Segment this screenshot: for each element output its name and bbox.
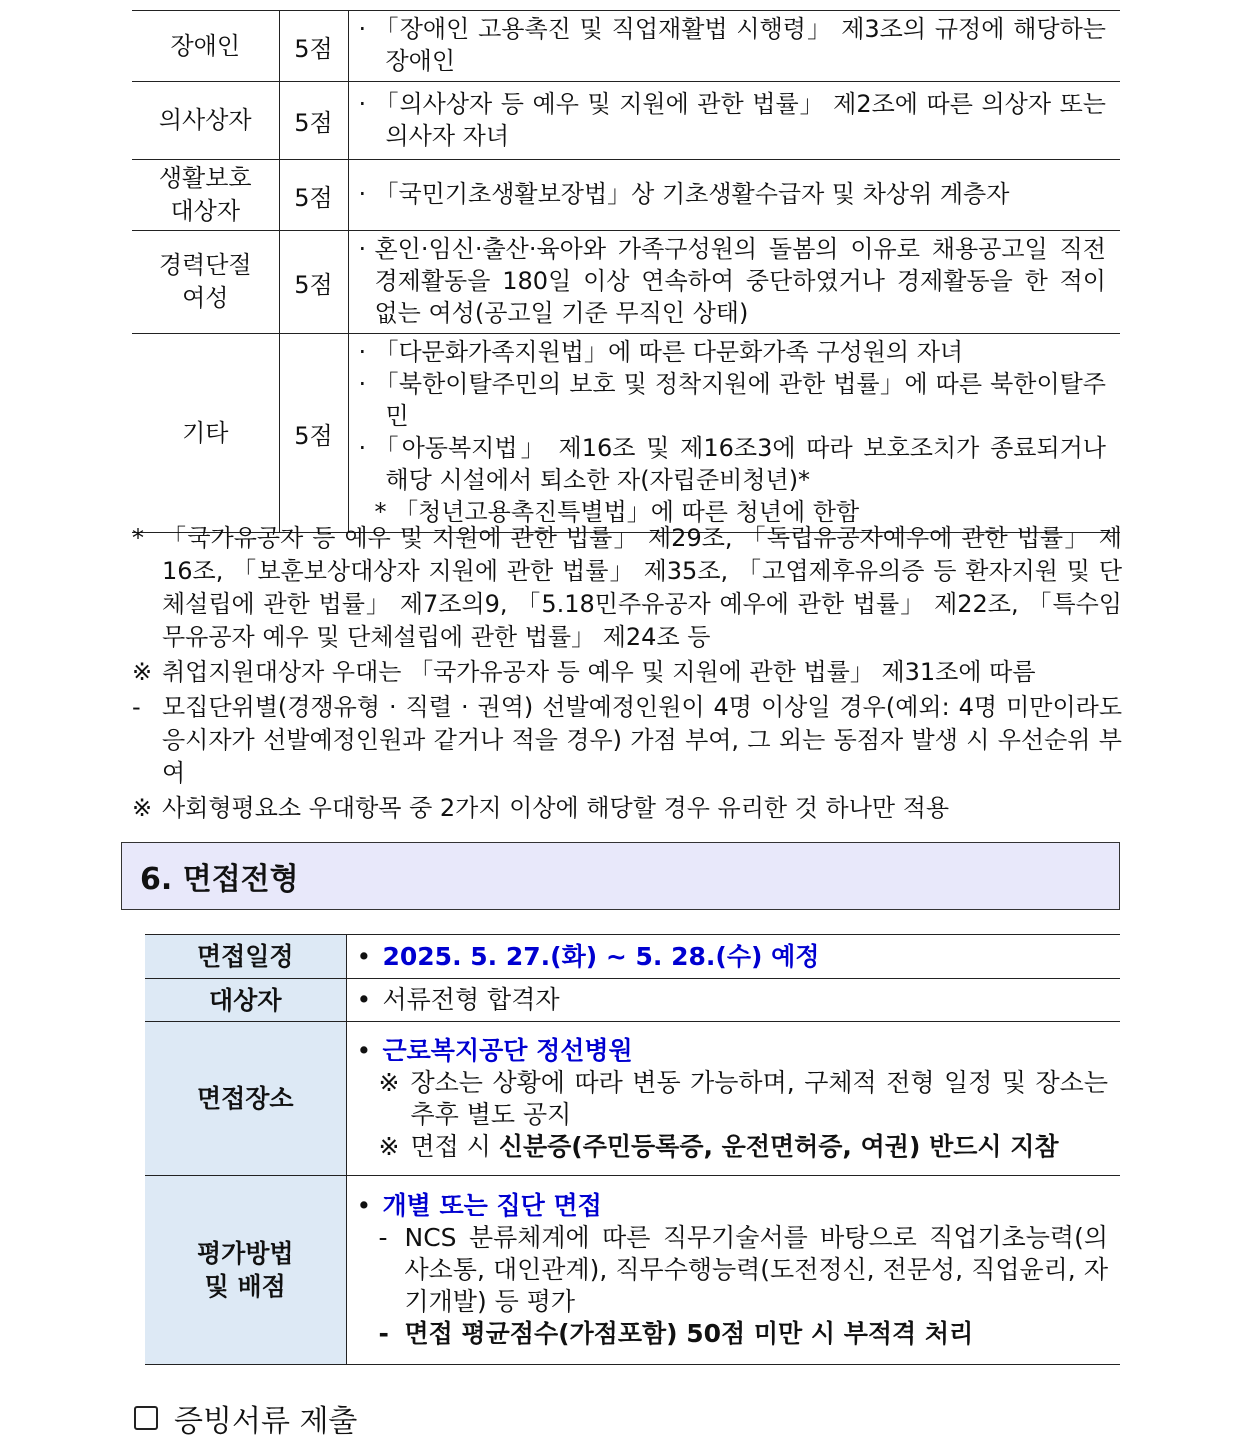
criteria-text: 「국민기초생활보장법」상 기초생활수급자 및 차상위 계층자	[374, 180, 1010, 208]
table-row	[145, 979, 1120, 1022]
location-cell	[346, 1022, 1120, 1176]
table-row	[132, 11, 1120, 82]
section-title: 6. 면접전형	[121, 842, 1120, 910]
bonus-rule-note	[132, 691, 1122, 790]
method-label-line: 평가방법	[196, 1239, 294, 1268]
notes-block	[132, 522, 1122, 825]
target-label: 대상자	[145, 979, 346, 1022]
employment-support-note	[132, 656, 1122, 689]
bullet: ·	[358, 434, 367, 462]
dash-mark: -	[378, 1223, 388, 1252]
criteria-text: 「의사상자 등 예우 및 지원에 관한 법률」 제2조에 따른 의상자 또는 의사자 자녀	[374, 89, 1106, 150]
dash-mark: -	[378, 1319, 389, 1348]
reference-mark: ※	[378, 1131, 400, 1161]
schedule-label: 면접일정	[145, 935, 346, 979]
table-row	[132, 334, 1120, 533]
interview-table	[145, 934, 1120, 1365]
table-row	[132, 82, 1120, 160]
criteria-cell	[348, 160, 1120, 231]
bullet: ·	[358, 370, 367, 398]
criteria-note: * 「청년고용촉진특별법」에 따른 청년에 한함	[374, 498, 860, 526]
method-label-line: 및 배점	[204, 1272, 286, 1301]
law-list-text: 「국가유공자 등 예우 및 지원에 관한 법률」 제29조, 「독립유공자예우에 관한 법률」 제16조, 「보훈보상대상자 지원에 관한 법률」 제35조, 「고엽제후유의증 등 환자지원 및 단체설립에 관한 법률」 제7조의9, 「5.18민주유공자 예우에 관한 법률」 제22조, 「특수임무유공자 예우 및 단체설립에 관한 법률」 제24조 등	[162, 524, 1122, 651]
bullet: ·	[358, 338, 367, 366]
asterisk-mark: *	[132, 524, 144, 552]
id-note-emphasis: 신분증(주민등록증, 운전면허증, 여권) 반드시 지참	[498, 1131, 1059, 1161]
table-row	[145, 1022, 1120, 1176]
table-row	[132, 160, 1120, 231]
criteria-text: 「다문화가족지원법」에 따른 다문화가족 구성원의 자녀	[374, 338, 964, 366]
criteria-text: 「북한이탈주민의 보호 및 정착지원에 관한 법률」에 따른 북한이탈주민	[374, 370, 1106, 430]
criteria-text: 혼인·임신·출산·육아와 가족구성원의 돌봄의 이유로 채용공고일 직전 경제활동을 180일 이상 연속하여 중단하였거나 경제활동을 한 적이 없는 여성(공고일 기준 무직인 상태)	[374, 235, 1106, 327]
reference-mark: ※	[132, 794, 153, 822]
category-cell: 기타	[132, 334, 279, 533]
next-section-title: 증빙서류 제출	[174, 1404, 358, 1439]
reference-mark: ※	[132, 658, 153, 686]
criteria-text: 「아동복지법」 제16조 및 제16조3에 따라 보호조치가 종료되거나 해당 시설에서 퇴소한 자(자립준비청년)*	[374, 434, 1106, 494]
bullet: ·	[358, 89, 367, 118]
criteria-cell	[348, 11, 1120, 82]
points-cell: 5점	[279, 334, 348, 533]
cutoff-rule: 면접 평균점수(가점포함) 50점 미만 시 부적격 처리	[404, 1319, 974, 1348]
category-cell	[132, 160, 279, 231]
points-cell: 5점	[279, 11, 348, 82]
table-row	[145, 1176, 1120, 1365]
employment-support-text: 취업지원대상자 우대는 「국가유공자 등 예우 및 지원에 관한 법률」 제31조에 따름	[162, 658, 1036, 686]
bullet: ·	[358, 15, 367, 43]
checkbox-icon	[134, 1406, 158, 1430]
category-line: 생활보호	[158, 164, 252, 192]
criteria-cell	[348, 231, 1120, 334]
bullet: ·	[358, 235, 367, 263]
category-cell: 의사상자	[132, 82, 279, 160]
table-row	[145, 935, 1120, 979]
next-section-heading	[134, 1396, 357, 1440]
points-cell: 5점	[279, 82, 348, 160]
location-value: 근로복지공단 정선병원	[382, 1035, 633, 1065]
multiple-rule-text: 사회형평요소 우대항목 중 2가지 이상에 해당할 경우 유리한 것 하나만 적용	[162, 794, 950, 822]
method-label	[145, 1176, 346, 1365]
location-label: 면접장소	[145, 1022, 346, 1176]
bonus-rule-text: 모집단위별(경쟁유형 · 직렬 · 권역) 선발예정인원이 4명 이상일 경우(예외: 4명 미만이라도 응시자가 선발예정인원과 같거나 적을 경우) 가점 부여, 그 외는 동점자 발생 시 우선순위 부여	[162, 693, 1122, 787]
bullet: •	[356, 1191, 372, 1220]
schedule-cell	[346, 935, 1120, 979]
target-value: 서류전형 합격자	[382, 985, 560, 1014]
method-value: 개별 또는 집단 면접	[382, 1191, 602, 1220]
criteria-cell	[348, 82, 1120, 160]
category-line: 여성	[182, 284, 229, 312]
bullet: ·	[358, 180, 367, 208]
category-cell: 장애인	[132, 11, 279, 82]
schedule-value: 2025. 5. 27.(화) ~ 5. 28.(수) 예정	[382, 941, 820, 971]
category-line: 경력단절	[158, 251, 252, 279]
criteria-cell	[348, 334, 1120, 533]
target-cell	[346, 979, 1120, 1022]
reference-mark: ※	[378, 1067, 400, 1097]
location-note: 장소는 상황에 따라 변동 가능하며, 구체적 전형 일정 및 장소는 추후 별도 공지	[410, 1067, 1108, 1129]
bullet: •	[356, 941, 372, 971]
dash-mark: -	[132, 693, 141, 721]
multiple-rule-note	[132, 792, 1122, 825]
points-cell: 5점	[279, 231, 348, 334]
method-cell	[346, 1176, 1120, 1365]
table-row	[132, 231, 1120, 334]
id-note-prefix: 면접 시	[410, 1131, 499, 1161]
bullet: •	[356, 985, 372, 1014]
law-list-note	[132, 522, 1122, 654]
preference-table	[132, 10, 1120, 533]
bullet: •	[356, 1035, 372, 1065]
category-line: 대상자	[170, 197, 241, 225]
category-cell	[132, 231, 279, 334]
criteria-text: 「장애인 고용촉진 및 직업재활법 시행령」 제3조의 규정에 해당하는 장애인	[374, 15, 1106, 75]
method-detail: NCS 분류체계에 따른 직무기술서를 바탕으로 직업기초능력(의사소통, 대인관계), 직무수행능력(도전정신, 전문성, 직업윤리, 자기개발) 등 평가	[404, 1223, 1108, 1316]
points-cell: 5점	[279, 160, 348, 231]
